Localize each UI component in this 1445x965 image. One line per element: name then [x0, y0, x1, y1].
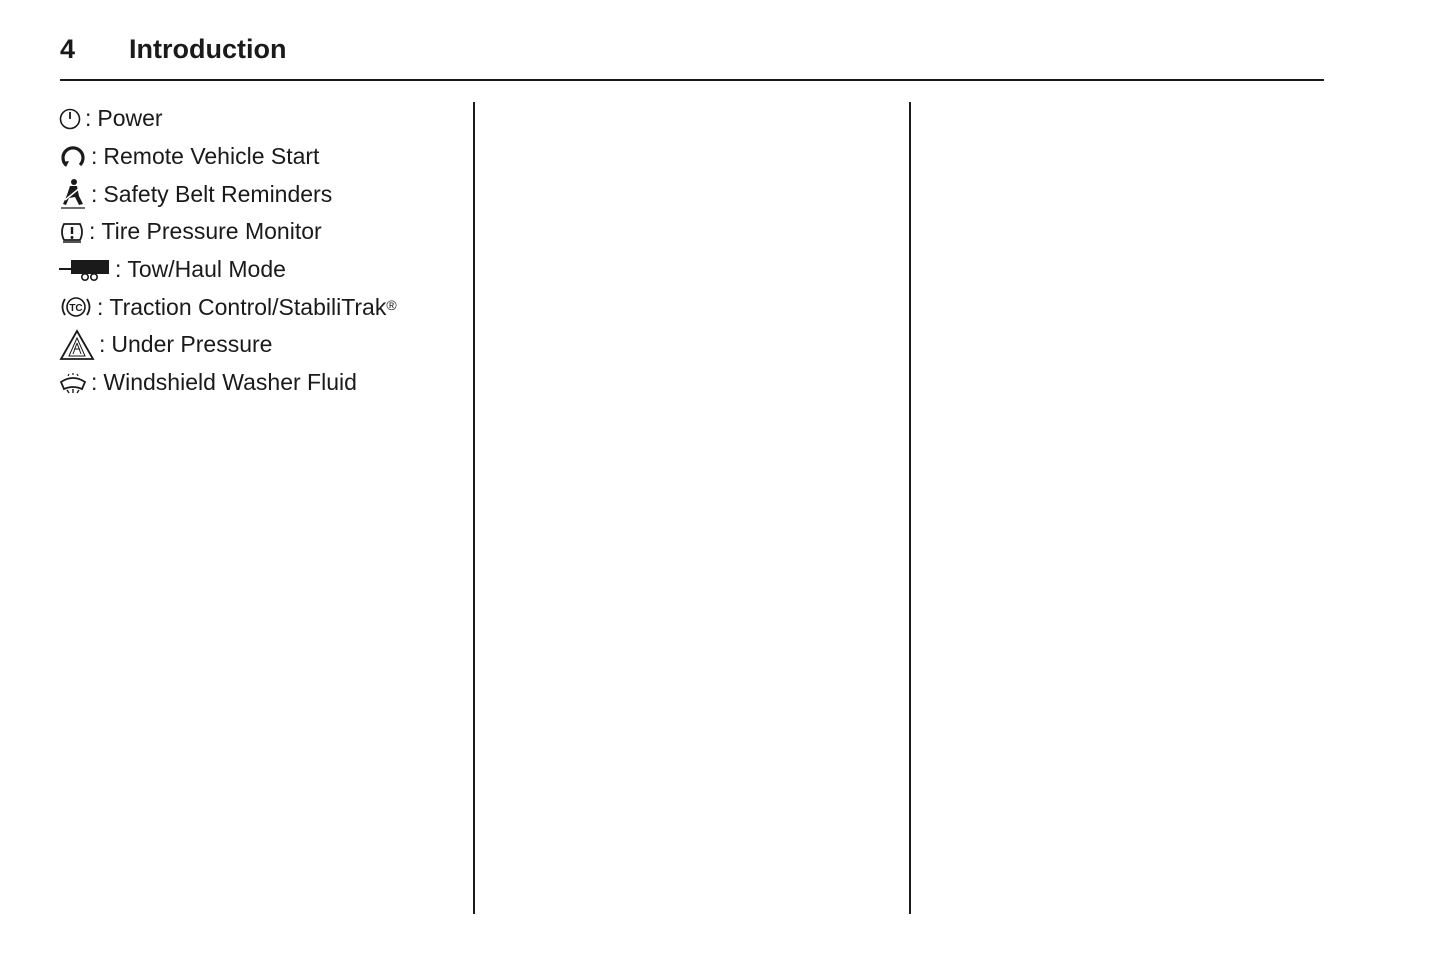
list-item — [59, 100, 397, 138]
under-pressure-icon — [59, 329, 95, 361]
column-divider — [909, 102, 911, 914]
separator: : — [91, 143, 98, 170]
washer-fluid-icon — [59, 372, 87, 394]
list-item — [59, 326, 397, 364]
list-item — [59, 251, 397, 289]
column-divider — [473, 102, 475, 914]
symbol-label: Remote Vehicle Start — [103, 143, 320, 170]
remote-start-icon — [59, 144, 87, 170]
symbol-label: Windshield Washer Fluid — [103, 369, 357, 396]
section-title: Introduction — [129, 34, 287, 64]
registered-mark: ® — [386, 297, 397, 314]
list-item — [59, 138, 397, 176]
separator: : — [85, 105, 92, 132]
separator: : — [91, 180, 98, 207]
page-number: 4 — [60, 34, 76, 64]
svg-text:TC: TC — [69, 303, 83, 315]
power-icon — [59, 108, 81, 130]
symbol-label: Traction Control/StabiliTrak — [109, 293, 387, 320]
tire-pressure-icon — [59, 220, 85, 244]
separator: : — [89, 218, 96, 245]
seatbelt-icon — [59, 178, 87, 210]
separator: : — [91, 369, 98, 396]
symbol-label: Safety Belt Reminders — [103, 180, 333, 207]
separator: : — [99, 331, 106, 358]
traction-control-icon — [59, 294, 93, 320]
list-item — [59, 213, 397, 251]
separator: : — [115, 256, 122, 283]
separator: : — [97, 293, 104, 320]
list-item — [59, 288, 397, 326]
tow-haul-icon — [59, 258, 111, 282]
symbol-label: Tow/Haul Mode — [127, 256, 286, 283]
symbol-label: Power — [97, 105, 163, 132]
symbol-label: Tire Pressure Monitor — [101, 218, 322, 245]
page-header — [60, 32, 1324, 81]
symbol-label: Under Pressure — [111, 331, 273, 358]
list-item — [59, 364, 397, 402]
list-item — [59, 175, 397, 213]
symbol-list — [59, 100, 397, 402]
